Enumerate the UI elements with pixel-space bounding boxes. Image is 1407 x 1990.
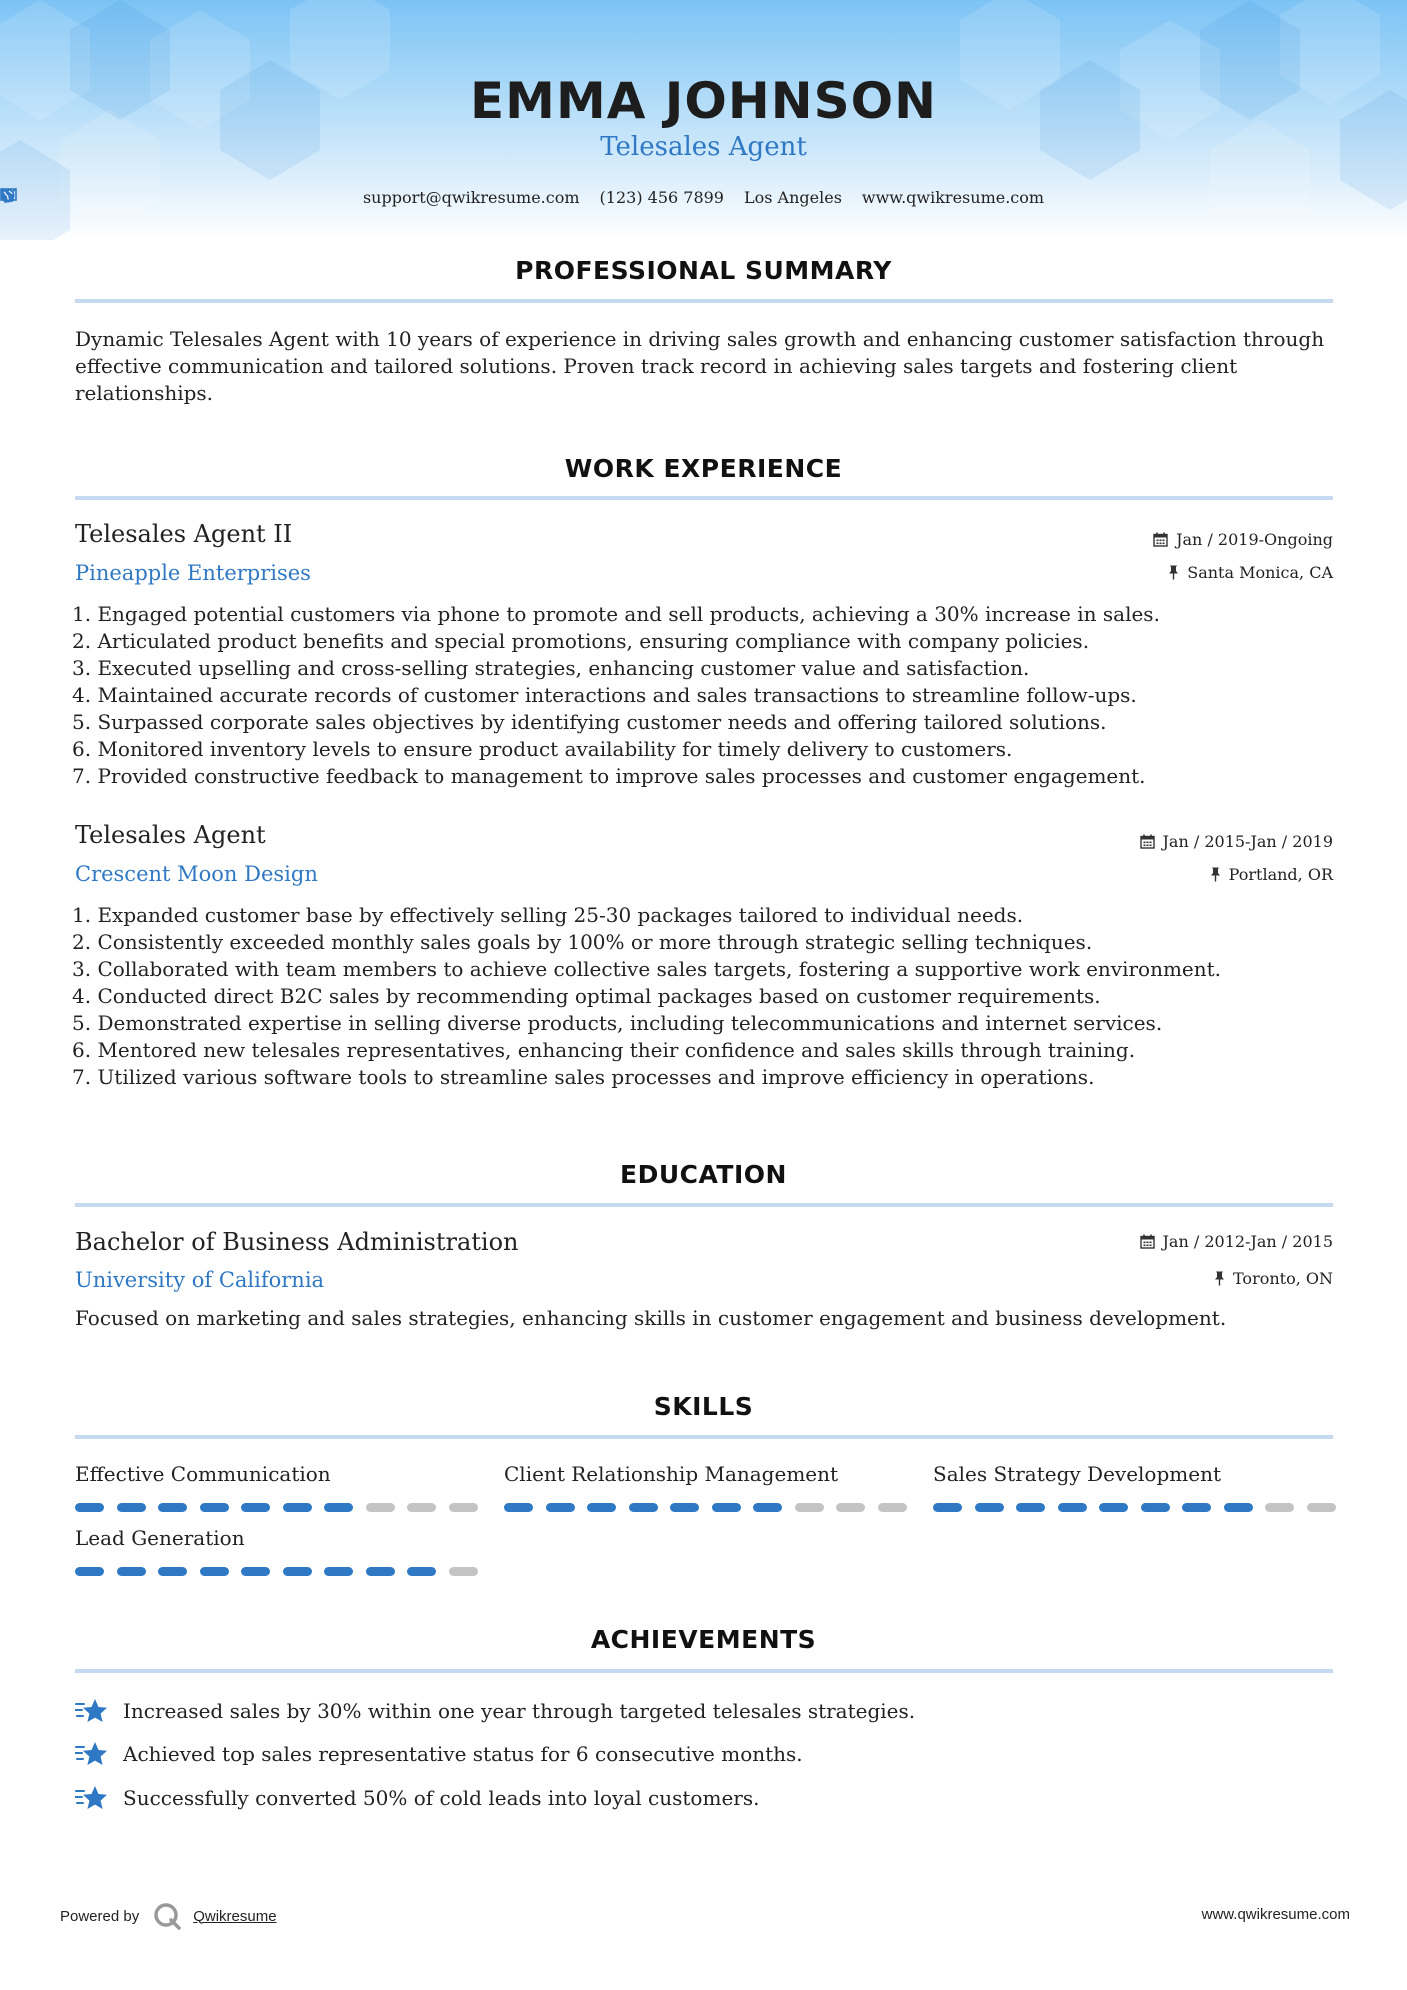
contact-phone[interactable] <box>600 188 724 207</box>
job-title: Telesales Agent II <box>75 520 293 548</box>
list-item: 1. Engaged potential customers via phone to promote and sell products, achieving a 30% increase in sales. <box>72 602 1160 626</box>
footer-powered-by <box>60 1902 277 1930</box>
skill-name: Client Relationship Management <box>504 1462 839 1486</box>
degree-title: Bachelor of Business Administration <box>75 1228 519 1256</box>
skill-dash-filled <box>200 1503 229 1512</box>
skill-dash-filled <box>753 1503 782 1512</box>
skill-dash-empty <box>449 1503 478 1512</box>
skill-dash-filled <box>200 1567 229 1576</box>
skills-heading: SKILLS <box>653 1392 754 1421</box>
contact-location-text: Los Angeles <box>743 188 842 207</box>
header-banner <box>0 0 1407 240</box>
achievement-item <box>75 1784 759 1812</box>
education-dates-text: Jan / 2012-Jan / 2015 <box>1162 1232 1333 1251</box>
skill-dash-filled <box>158 1503 187 1512</box>
experience-heading: WORK EXPERIENCE <box>564 454 843 483</box>
skill-dash-filled <box>241 1567 270 1576</box>
globe-icon <box>0 188 15 203</box>
skill-item <box>504 1462 838 1486</box>
star-icon <box>75 1740 109 1768</box>
job-dates-text: Jan / 2019-Ongoing <box>1176 530 1333 549</box>
list-item: 5. Surpassed corporate sales objectives by identifying customer needs and offering tailored solutions. <box>72 710 1107 734</box>
education-location <box>1214 1269 1333 1288</box>
school-name: University of California <box>75 1268 325 1292</box>
list-item: 3. Collaborated with team members to achieve collective sales targets, fostering a supportive work environment. <box>72 957 1222 981</box>
list-item: 7. Provided constructive feedback to management to improve sales processes and customer engagement. <box>72 764 1146 788</box>
skill-dash-filled <box>407 1567 436 1576</box>
contact-bar <box>0 188 1407 207</box>
skill-dash-filled <box>629 1503 658 1512</box>
contact-phone-text: (123) 456 7899 <box>599 188 724 207</box>
skill-dash-filled <box>117 1503 146 1512</box>
pin-icon <box>1168 565 1179 580</box>
qwikresume-logo-icon <box>153 1902 181 1930</box>
achievement-item <box>75 1697 915 1725</box>
skill-dash-filled <box>1141 1503 1170 1512</box>
skill-dash-filled <box>1058 1503 1087 1512</box>
list-item: 2. Articulated product benefits and special promotions, ensuring compliance with company policies. <box>72 629 1090 653</box>
job-company: Crescent Moon Design <box>75 862 318 886</box>
footer-website[interactable]: www.qwikresume.com <box>1201 1906 1350 1923</box>
achievement-item <box>75 1740 803 1768</box>
calendar-icon <box>1153 532 1168 547</box>
skill-dash-filled <box>1182 1503 1211 1512</box>
skill-dash-filled <box>587 1503 616 1512</box>
job-dates <box>1140 832 1333 851</box>
job-dates-text: Jan / 2015-Jan / 2019 <box>1162 832 1333 851</box>
skill-dash-empty <box>795 1503 824 1512</box>
skill-dash-filled <box>241 1503 270 1512</box>
experience-divider <box>75 496 1333 500</box>
skill-dash-filled <box>75 1503 104 1512</box>
skill-dash-empty <box>449 1567 478 1576</box>
candidate-name: EMMA JOHNSON <box>470 72 937 130</box>
list-item: 4. Maintained accurate records of customer interactions and sales transactions to streamline follow-ups. <box>72 683 1137 707</box>
skill-item <box>75 1526 245 1550</box>
skill-level-bar <box>75 1503 475 1512</box>
list-item: 3. Executed upselling and cross-selling strategies, enhancing customer value and satisfaction. <box>72 656 1030 680</box>
education-location-text: Toronto, ON <box>1233 1269 1333 1288</box>
skill-dash-filled <box>670 1503 699 1512</box>
contact-email[interactable] <box>363 188 580 207</box>
skill-dash-filled <box>1099 1503 1128 1512</box>
skill-level-bar <box>75 1567 475 1576</box>
contact-email-text: support@qwikresume.com <box>362 188 580 207</box>
skill-level-bar <box>933 1503 1333 1512</box>
calendar-icon <box>1140 1234 1155 1249</box>
education-description: Focused on marketing and sales strategies, enhancing skills in customer engagement and business development. <box>75 1306 1227 1330</box>
pin-icon <box>1210 867 1221 882</box>
summary-divider <box>75 299 1333 303</box>
list-item: 7. Utilized various software tools to streamline sales processes and improve efficiency in operations. <box>72 1065 1095 1089</box>
list-item: 4. Conducted direct B2C sales by recommending optimal packages based on customer requirements. <box>72 984 1101 1008</box>
list-item: 2. Consistently exceeded monthly sales goals by 100% or more through strategic selling techniques. <box>72 930 1093 954</box>
skill-level-bar <box>504 1503 904 1512</box>
skill-dash-filled <box>283 1503 312 1512</box>
contact-website-text: www.qwikresume.com <box>861 188 1045 207</box>
skill-dash-filled <box>504 1503 533 1512</box>
star-icon <box>75 1784 109 1812</box>
job-location-text: Portland, OR <box>1228 865 1333 884</box>
skill-dash-filled <box>712 1503 741 1512</box>
skill-name: Lead Generation <box>75 1526 245 1550</box>
powered-by-label: Powered by <box>60 1907 140 1925</box>
star-icon <box>75 1697 109 1725</box>
candidate-role: Telesales Agent <box>600 132 807 162</box>
calendar-icon <box>1140 834 1155 849</box>
skill-dash-empty <box>407 1503 436 1512</box>
summary-text: Dynamic Telesales Agent with 10 years of experience in driving sales growth and enhancing customer satisfaction through effective communication and tailored solutions. Proven track record in achieving sales targets and fostering client relationships. <box>75 327 1325 405</box>
education-dates <box>1140 1232 1333 1251</box>
qwikresume-link[interactable]: Qwikresume <box>193 1907 277 1925</box>
skill-name: Sales Strategy Development <box>933 1462 1221 1486</box>
achievements-divider <box>75 1669 1333 1673</box>
job-title: Telesales Agent <box>75 821 266 849</box>
education-heading: EDUCATION <box>620 1160 787 1189</box>
skill-dash-filled <box>366 1567 395 1576</box>
skill-dash-empty <box>366 1503 395 1512</box>
skills-divider <box>75 1435 1333 1439</box>
job-location <box>1210 865 1333 884</box>
skill-dash-filled <box>546 1503 575 1512</box>
skill-dash-filled <box>117 1567 146 1576</box>
skill-dash-filled <box>75 1567 104 1576</box>
skill-dash-empty <box>1265 1503 1294 1512</box>
skill-name: Effective Communication <box>75 1462 331 1486</box>
job-location-text: Santa Monica, CA <box>1187 563 1333 582</box>
skill-dash-filled <box>1224 1503 1253 1512</box>
job-responsibilities <box>72 902 1342 1091</box>
skill-dash-empty <box>836 1503 865 1512</box>
skill-dash-filled <box>975 1503 1004 1512</box>
skill-item <box>75 1462 331 1486</box>
achievement-text: Increased sales by 30% within one year through targeted telesales strategies. <box>123 1699 916 1723</box>
achievements-heading: ACHIEVEMENTS <box>590 1625 817 1654</box>
list-item: 1. Expanded customer base by effectively selling 25-30 packages tailored to individual needs. <box>72 903 1024 927</box>
contact-location <box>744 188 842 207</box>
list-item: 5. Demonstrated expertise in selling diverse products, including telecommunications and internet services. <box>72 1011 1163 1035</box>
job-company: Pineapple Enterprises <box>75 561 311 585</box>
pin-icon <box>1214 1271 1225 1286</box>
skill-dash-filled <box>283 1567 312 1576</box>
skill-dash-empty <box>1307 1503 1336 1512</box>
contact-website[interactable] <box>862 188 1044 207</box>
education-divider <box>75 1203 1333 1207</box>
achievement-text: Successfully converted 50% of cold leads into loyal customers. <box>123 1786 760 1810</box>
skill-dash-filled <box>1016 1503 1045 1512</box>
job-responsibilities <box>72 601 1342 790</box>
summary-heading: PROFESSIONAL SUMMARY <box>515 256 892 285</box>
skill-dash-empty <box>878 1503 907 1512</box>
skill-dash-filled <box>158 1567 187 1576</box>
skill-dash-filled <box>933 1503 962 1512</box>
skill-dash-filled <box>324 1503 353 1512</box>
job-location <box>1168 563 1333 582</box>
list-item: 6. Monitored inventory levels to ensure product availability for timely delivery to customers. <box>72 737 1013 761</box>
job-dates <box>1153 530 1333 549</box>
list-item: 6. Mentored new telesales representatives, enhancing their confidence and sales skills through training. <box>72 1038 1136 1062</box>
skill-item <box>933 1462 1221 1486</box>
skill-dash-filled <box>324 1567 353 1576</box>
achievement-text: Achieved top sales representative status for 6 consecutive months. <box>123 1742 803 1766</box>
